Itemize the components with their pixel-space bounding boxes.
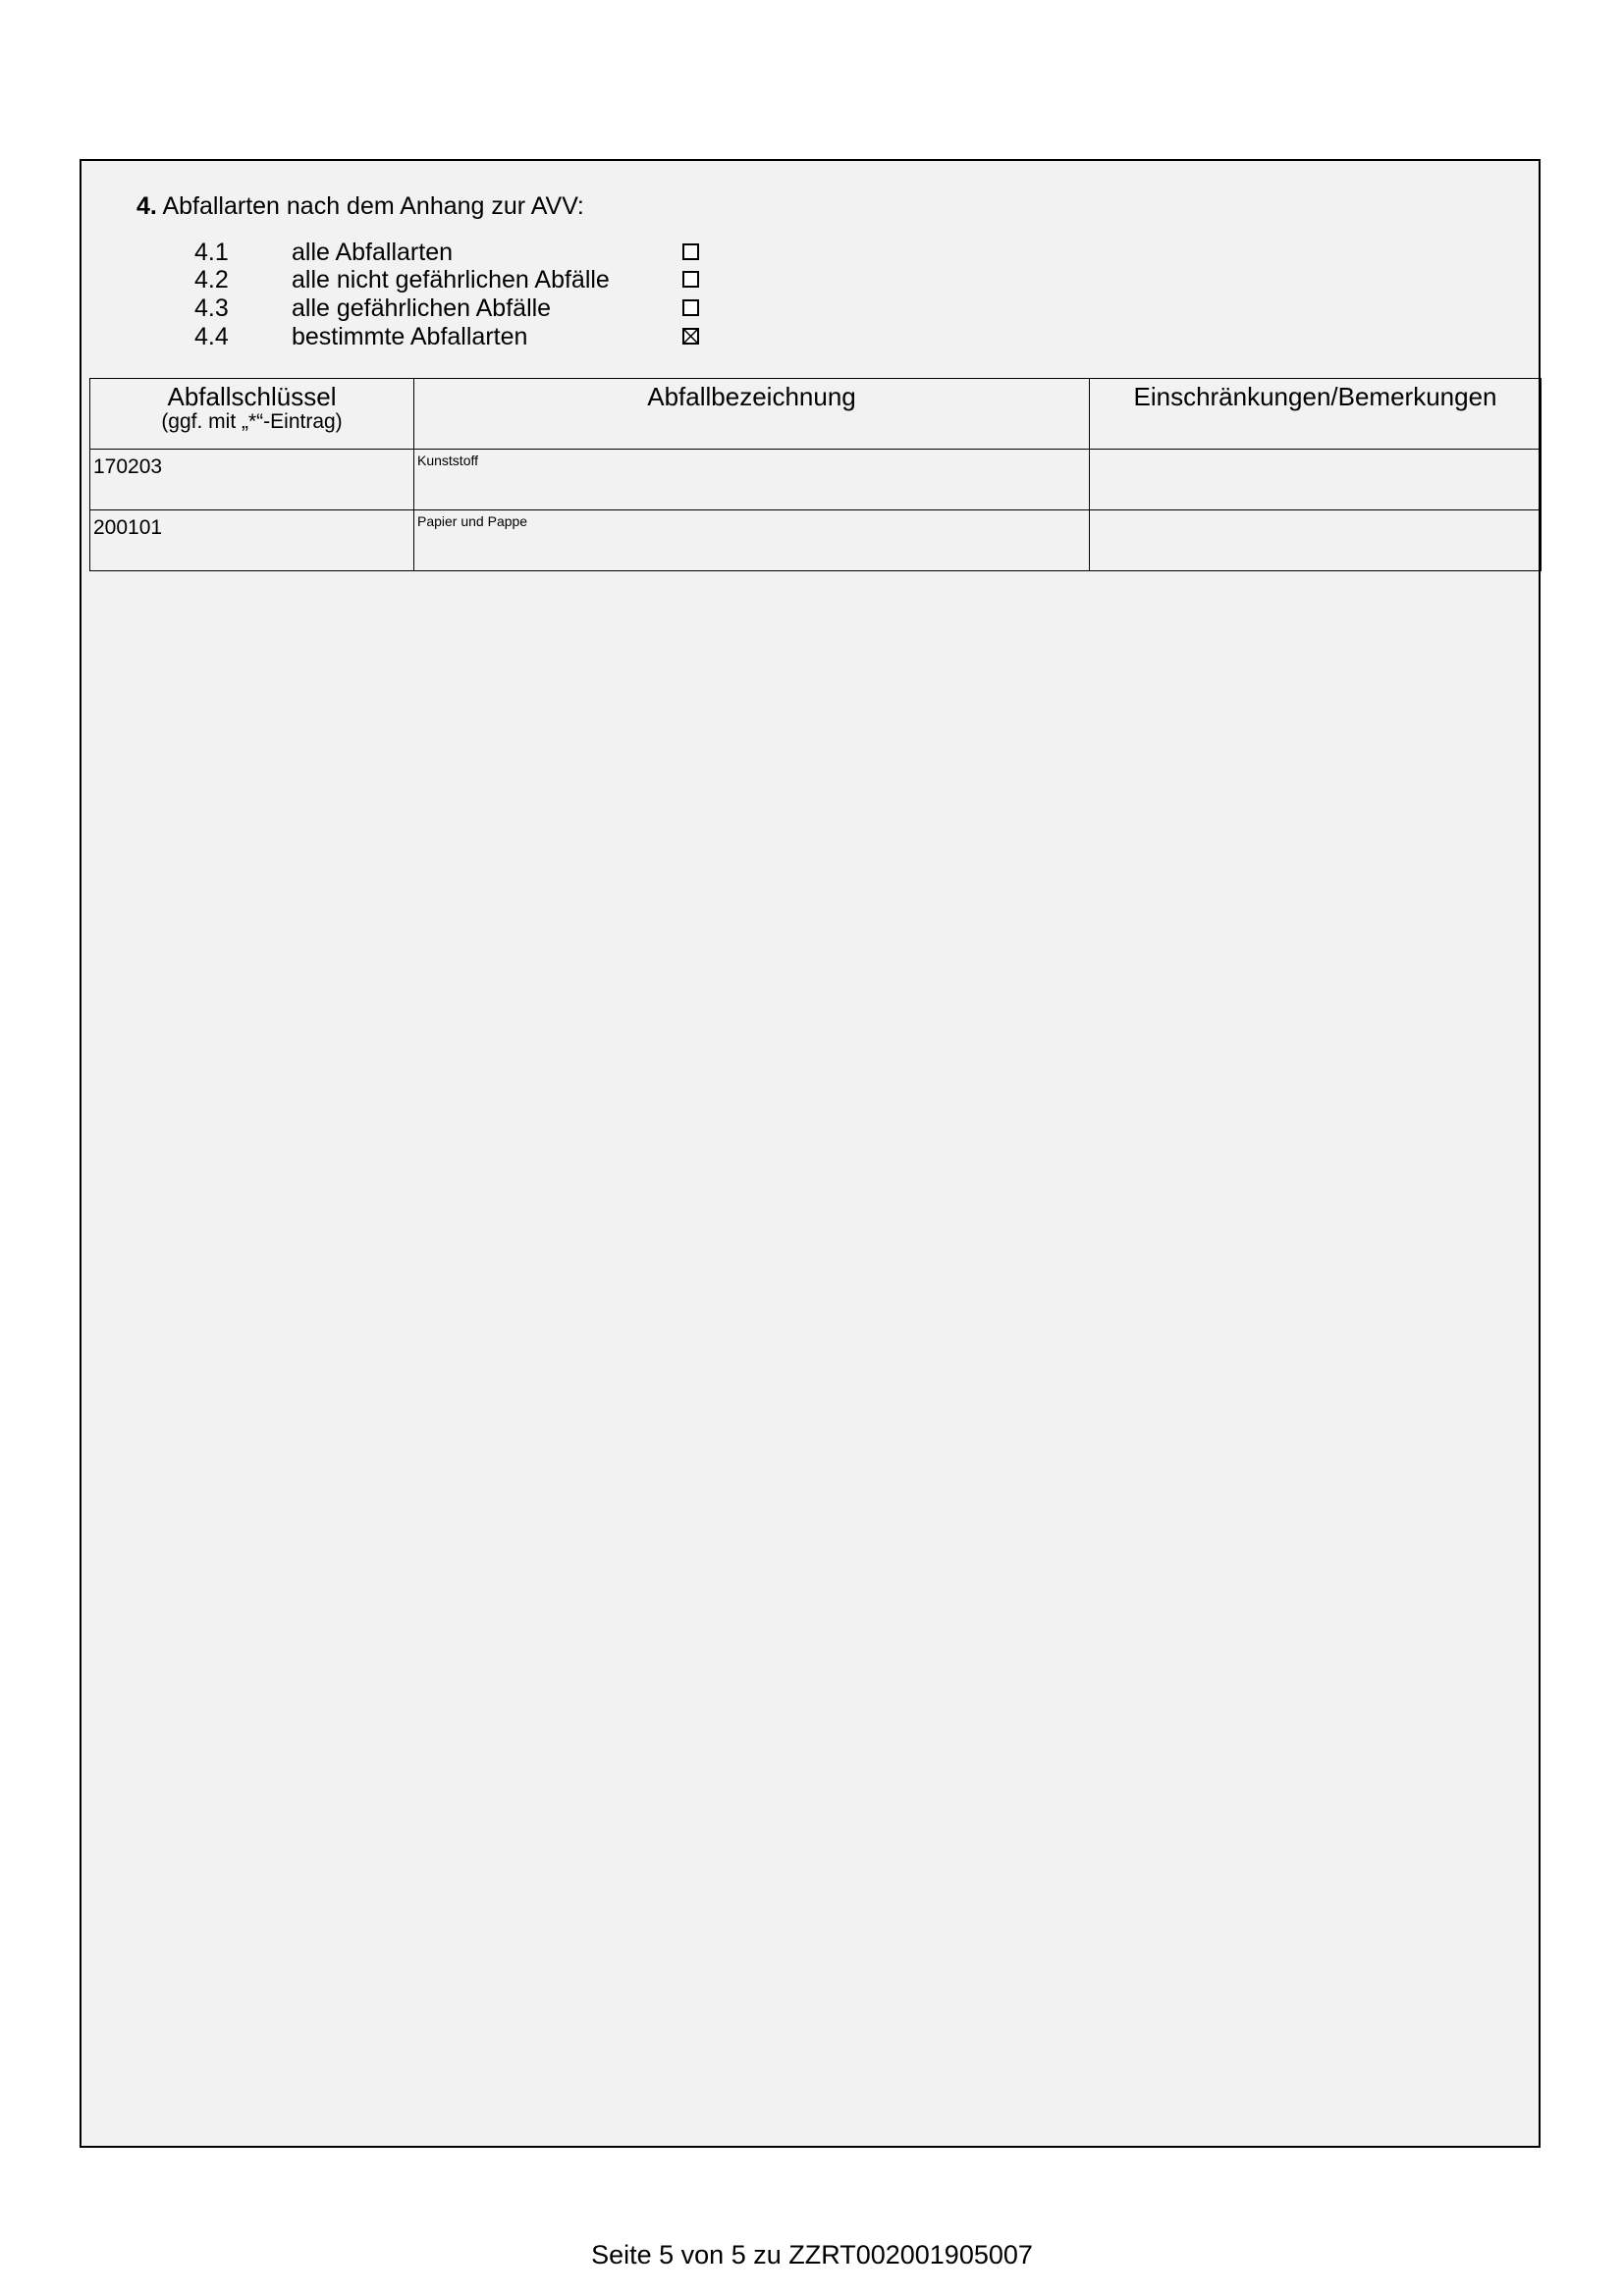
header-waste-code [90, 379, 414, 450]
option-checkbox[interactable] [682, 328, 699, 345]
option-label: alle Abfallarten [292, 239, 454, 266]
option-number: 4.4 [194, 323, 229, 350]
page-footer: Seite 5 von 5 zu ZZRT002001905007 [591, 2240, 1033, 2269]
header-waste-name: Abfallbezeichnung [414, 379, 1090, 450]
option-number: 4.3 [194, 294, 229, 322]
waste-table [89, 378, 1542, 571]
header-remarks: Einschränkungen/Bemerkungen [1090, 379, 1542, 450]
option-4-3 [81, 294, 867, 322]
option-checkbox[interactable] [682, 243, 699, 260]
option-number: 4.2 [194, 266, 229, 294]
option-checkbox[interactable] [682, 271, 699, 288]
option-4-4 [81, 323, 867, 350]
cell-remarks [1090, 510, 1542, 571]
option-label: alle nicht gefährlichen Abfälle [292, 266, 610, 294]
option-label: alle gefährlichen Abfälle [292, 294, 552, 322]
cell-remarks [1090, 450, 1542, 510]
cell-waste-name: Papier und Pappe [414, 510, 1090, 571]
header-waste-code-note: (ggf. mit „*“-Eintrag) [161, 410, 343, 433]
checkmark-icon [684, 330, 697, 343]
cell-waste-code: 170203 [90, 450, 414, 510]
section-title: Abfallarten nach dem Anhang zur AVV: [162, 192, 584, 220]
header-waste-code-label: Abfallschlüssel [167, 382, 337, 411]
section-heading [136, 192, 584, 221]
cell-waste-code: 200101 [90, 510, 414, 571]
option-label: bestimmte Abfallarten [292, 323, 528, 350]
form-frame [80, 159, 1541, 2148]
option-checkbox[interactable] [682, 299, 699, 316]
option-4-1 [81, 239, 867, 266]
section-number: 4. [136, 192, 157, 220]
table-row [90, 450, 1542, 510]
table-row [90, 510, 1542, 571]
option-4-2 [81, 266, 867, 294]
option-number: 4.1 [194, 239, 229, 266]
cell-waste-name: Kunststoff [414, 450, 1090, 510]
table-header-row [90, 379, 1542, 450]
